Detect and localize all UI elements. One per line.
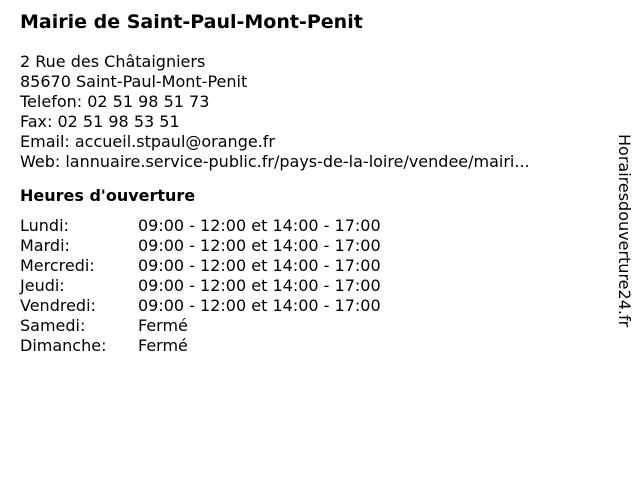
hours-day: Dimanche:: [20, 336, 107, 355]
hours-row: [20, 216, 381, 236]
hours-row: [20, 336, 381, 356]
office-card: [20, 10, 600, 356]
hours-time: 09:00 - 12:00 et 14:00 - 17:00: [138, 296, 381, 315]
phone-line: Telefon: 02 51 98 51 73: [20, 92, 210, 111]
hours-time: 09:00 - 12:00 et 14:00 - 17:00: [138, 216, 381, 235]
hours-time: Fermé: [138, 316, 188, 335]
hours-heading: Heures d'ouverture: [20, 186, 196, 205]
hours-time: Fermé: [138, 336, 188, 355]
hours-time: 09:00 - 12:00 et 14:00 - 17:00: [138, 236, 381, 255]
hours-row: [20, 316, 381, 336]
hours-time: 09:00 - 12:00 et 14:00 - 17:00: [138, 276, 381, 295]
web-line: [20, 152, 590, 172]
web-link[interactable]: Web: lannuaire.service-public.fr/pays-de-la-loire/vendee/mairi...: [20, 152, 530, 171]
hours-day: Jeudi:: [20, 276, 65, 295]
hours-table: [20, 216, 381, 356]
hours-day: Lundi:: [20, 216, 69, 235]
site-brand-label: Horairesdouverture24.fr: [615, 134, 634, 328]
hours-day: Mercredi:: [20, 256, 95, 275]
fax-line: Fax: 02 51 98 53 51: [20, 112, 180, 131]
hours-row: [20, 256, 381, 276]
office-title: Mairie de Saint-Paul-Mont-Penit: [20, 11, 363, 33]
address-line: 2 Rue des Châtaigniers: [20, 52, 206, 71]
hours-day: Mardi:: [20, 236, 70, 255]
hours-day: Samedi:: [20, 316, 86, 335]
hours-row: [20, 276, 381, 296]
hours-day: Vendredi:: [20, 296, 96, 315]
hours-time: 09:00 - 12:00 et 14:00 - 17:00: [138, 256, 381, 275]
email-line: Email: accueil.stpaul@orange.fr: [20, 132, 275, 151]
city-line: 85670 Saint-Paul-Mont-Penit: [20, 72, 248, 91]
hours-row: [20, 236, 381, 256]
hours-row: [20, 296, 381, 316]
